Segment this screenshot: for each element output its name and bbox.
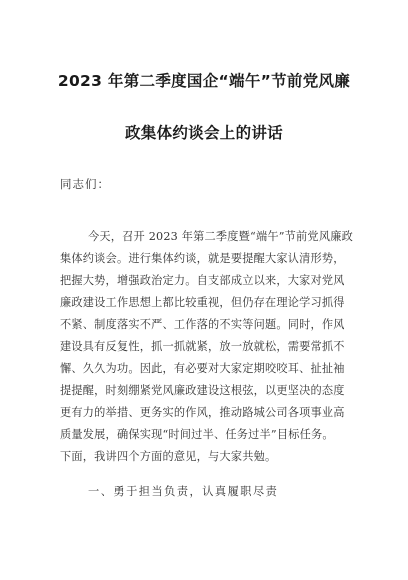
body-line: 廉政建设工作思想上都比较重视，但仍存在理论学习抓得 [60,296,345,309]
body-line: 集体约谈会。进行集体约谈，就是要提醒大家认清形势， [60,252,345,265]
body-line: 把握大势，增强政治定力。自支部成立以来，大家对党风 [60,274,345,287]
body-line: 提提醒，时刻绷紧党风廉政建设这根弦，以更坚决的态度 [60,384,345,397]
body-line: 更有力的举措、更务实的作风，推动路城公司各项事业高 [60,406,345,419]
body-line: 下面，我讲四个方面的意见，与大家共勉。 [60,450,277,463]
body-line: 质量发展，确保实现“时间过半、任务过半”目标任务。 [60,428,334,441]
body-line: 建设具有反复性，抓一抓就紧，放一放就松，需要常抓不 [60,340,345,353]
document-title-line-1: 2023 年第二季度国企“端午”节前党风廉 [57,72,351,90]
body-line: 不紧、制度落实不严、工作落的不实等问题。同时，作风 [60,318,345,331]
salutation: 同志们： [60,177,110,191]
document-title-line-2: 政集体约谈会上的讲话 [124,124,283,142]
section-heading-1: 一、勇于担当负责，认真履职尽责 [88,485,279,498]
body-line: 今天，召开 2023 年第二季度暨“端午”节前党风廉政 [88,230,353,243]
body-line: 懈、久久为功。因此，有必要对大家定期咬咬耳、扯扯袖 [60,362,345,375]
